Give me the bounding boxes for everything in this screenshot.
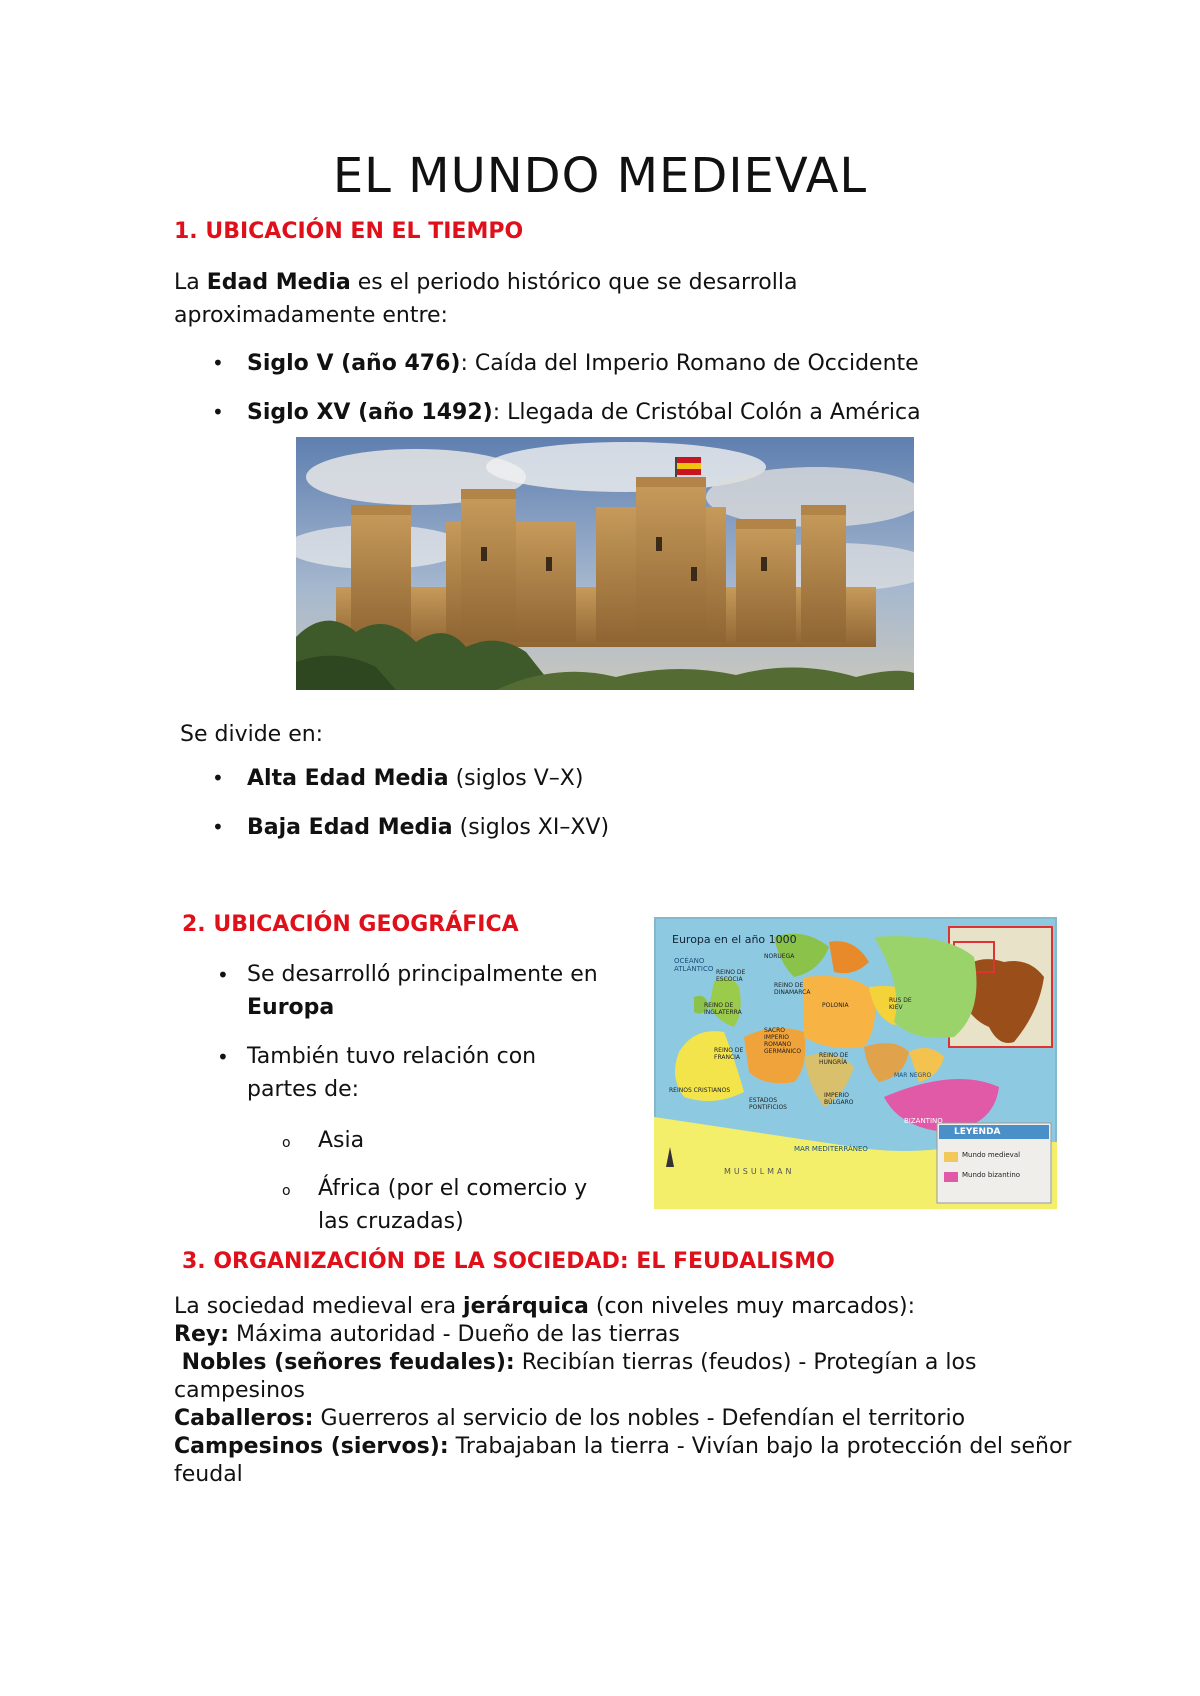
bullet-dot: • [212,400,224,424]
map-label: IMPERIO BÚLGARO [824,1092,854,1106]
geo-bullet-europe [247,958,647,1024]
society-row-nobles [174,1349,1074,1405]
bullet-siglo-xv [247,396,921,429]
society-desc: Trabajaban la tierra - Vivían bajo la protección del señor feudal [174,1434,1072,1487]
society-desc: Guerreros al servicio de los nobles - Defendían el territorio [313,1406,966,1431]
bullet-dot: • [212,766,224,790]
society-desc: Máxima autoridad - Dueño de las tierras [229,1322,680,1347]
geo-bold: Europa [247,995,335,1020]
section-2-heading: 2. UBICACIÓN GEOGRÁFICA [182,912,519,937]
map-label: SACRO IMPERIO ROMANO GERMÁNICO [764,1027,802,1055]
map-illustration [654,917,1057,1209]
map-legend-item: Mundo bizantino [962,1171,1021,1179]
map-label: ESTADOS PONTIFICIOS [749,1097,787,1111]
divide-label: Se divide en: [180,722,324,747]
intro-line2: aproximadamente entre: [174,303,448,328]
bullet-dot: • [212,815,224,839]
bullet-bold: Siglo XV (año 1492) [247,400,493,425]
sub-bullet-circle: o [282,1183,291,1199]
period-bold: Baja Edad Media [247,815,453,840]
castle-image [296,437,914,690]
society-role: Campesinos (siervos): [174,1434,449,1459]
map-label: MUSULMAN [724,1167,795,1176]
society-intro-bold: jerárquica [463,1294,589,1319]
society-row-campesinos [174,1433,1074,1489]
section-3-heading: 3. ORGANIZACIÓN DE LA SOCIEDAD: EL FEUDALISMO [182,1249,835,1274]
period-text: (siglos XI–XV) [452,815,610,840]
geo-text: las cruzadas) [318,1209,464,1234]
map-label: POLONIA [822,1002,849,1009]
bullet-dot: • [217,1045,229,1069]
period-bold: Alta Edad Media [247,766,449,791]
map-label: REINO DE INGLATERRA [704,1002,742,1016]
section-3-body [174,1293,1074,1489]
map-label: NORUEGA [764,953,795,960]
map-legend-item: Mundo medieval [962,1151,1021,1159]
society-desc: Recibían tierras (feudos) - Protegían a los campesinos [174,1350,984,1403]
bullet-dot: • [212,351,224,375]
geo-text: También tuvo relación con [247,1044,537,1069]
society-row-rey [174,1321,1074,1349]
map-title: Europa en el año 1000 [672,933,797,946]
intro-post: es el periodo histórico que se desarrolla [350,270,798,295]
sub-bullet-circle: o [282,1135,291,1151]
society-role: Nobles (señores feudales): [174,1350,515,1375]
map-label: BIZANTINO [904,1117,943,1125]
geo-sub-asia: Asia [318,1128,365,1153]
period-alta [247,762,583,795]
geo-text: partes de: [247,1077,360,1102]
society-role: Rey: [174,1322,229,1347]
map-label: OCÉANO ATLÁNTICO [674,957,714,973]
map-label: REINO DE HUNGRÍA [819,1052,849,1066]
geo-text: Se desarrolló principalmente en [247,962,598,987]
map-label: MAR MEDITERRÁNEO [794,1145,868,1153]
bullet-bold: Siglo V (año 476) [247,351,461,376]
map-legend-title: LEYENDA [954,1127,1001,1137]
society-intro-pre: La sociedad medieval era [174,1294,464,1319]
map-label: REINO DE FRANCIA [714,1047,744,1061]
society-intro [174,1293,1074,1321]
bullet-text: : Caída del Imperio Romano de Occidente [460,351,919,376]
geo-text: África (por el comercio y [318,1176,588,1201]
geo-sub-africa [318,1172,648,1238]
section-1-intro [174,266,1074,332]
intro-pre: La [174,270,207,295]
map-label: RUS DE KIEV [889,997,912,1011]
society-intro-post: (con niveles muy marcados): [588,1294,916,1319]
castle-illustration [296,437,914,690]
bullet-text: : Llegada de Cristóbal Colón a América [492,400,921,425]
period-text: (siglos V–X) [448,766,584,791]
bullet-dot: • [217,963,229,987]
map-label: REINOS CRISTIANOS [669,1087,731,1094]
geo-bullet-relation [247,1040,647,1106]
intro-bold: Edad Media [206,270,351,295]
europe-map [654,917,1057,1209]
page-title: EL MUNDO MEDIEVAL [332,148,868,204]
society-row-caballeros [174,1405,1074,1433]
map-label: MAR NEGRO [894,1072,932,1079]
bullet-siglo-v [247,347,919,380]
map-label: REINO DE ESCOCIA [716,969,746,983]
section-1-heading: 1. UBICACIÓN EN EL TIEMPO [174,219,524,244]
period-baja [247,811,609,844]
map-label: REINO DE DINAMARCA [774,982,811,996]
society-role: Caballeros: [174,1406,314,1431]
